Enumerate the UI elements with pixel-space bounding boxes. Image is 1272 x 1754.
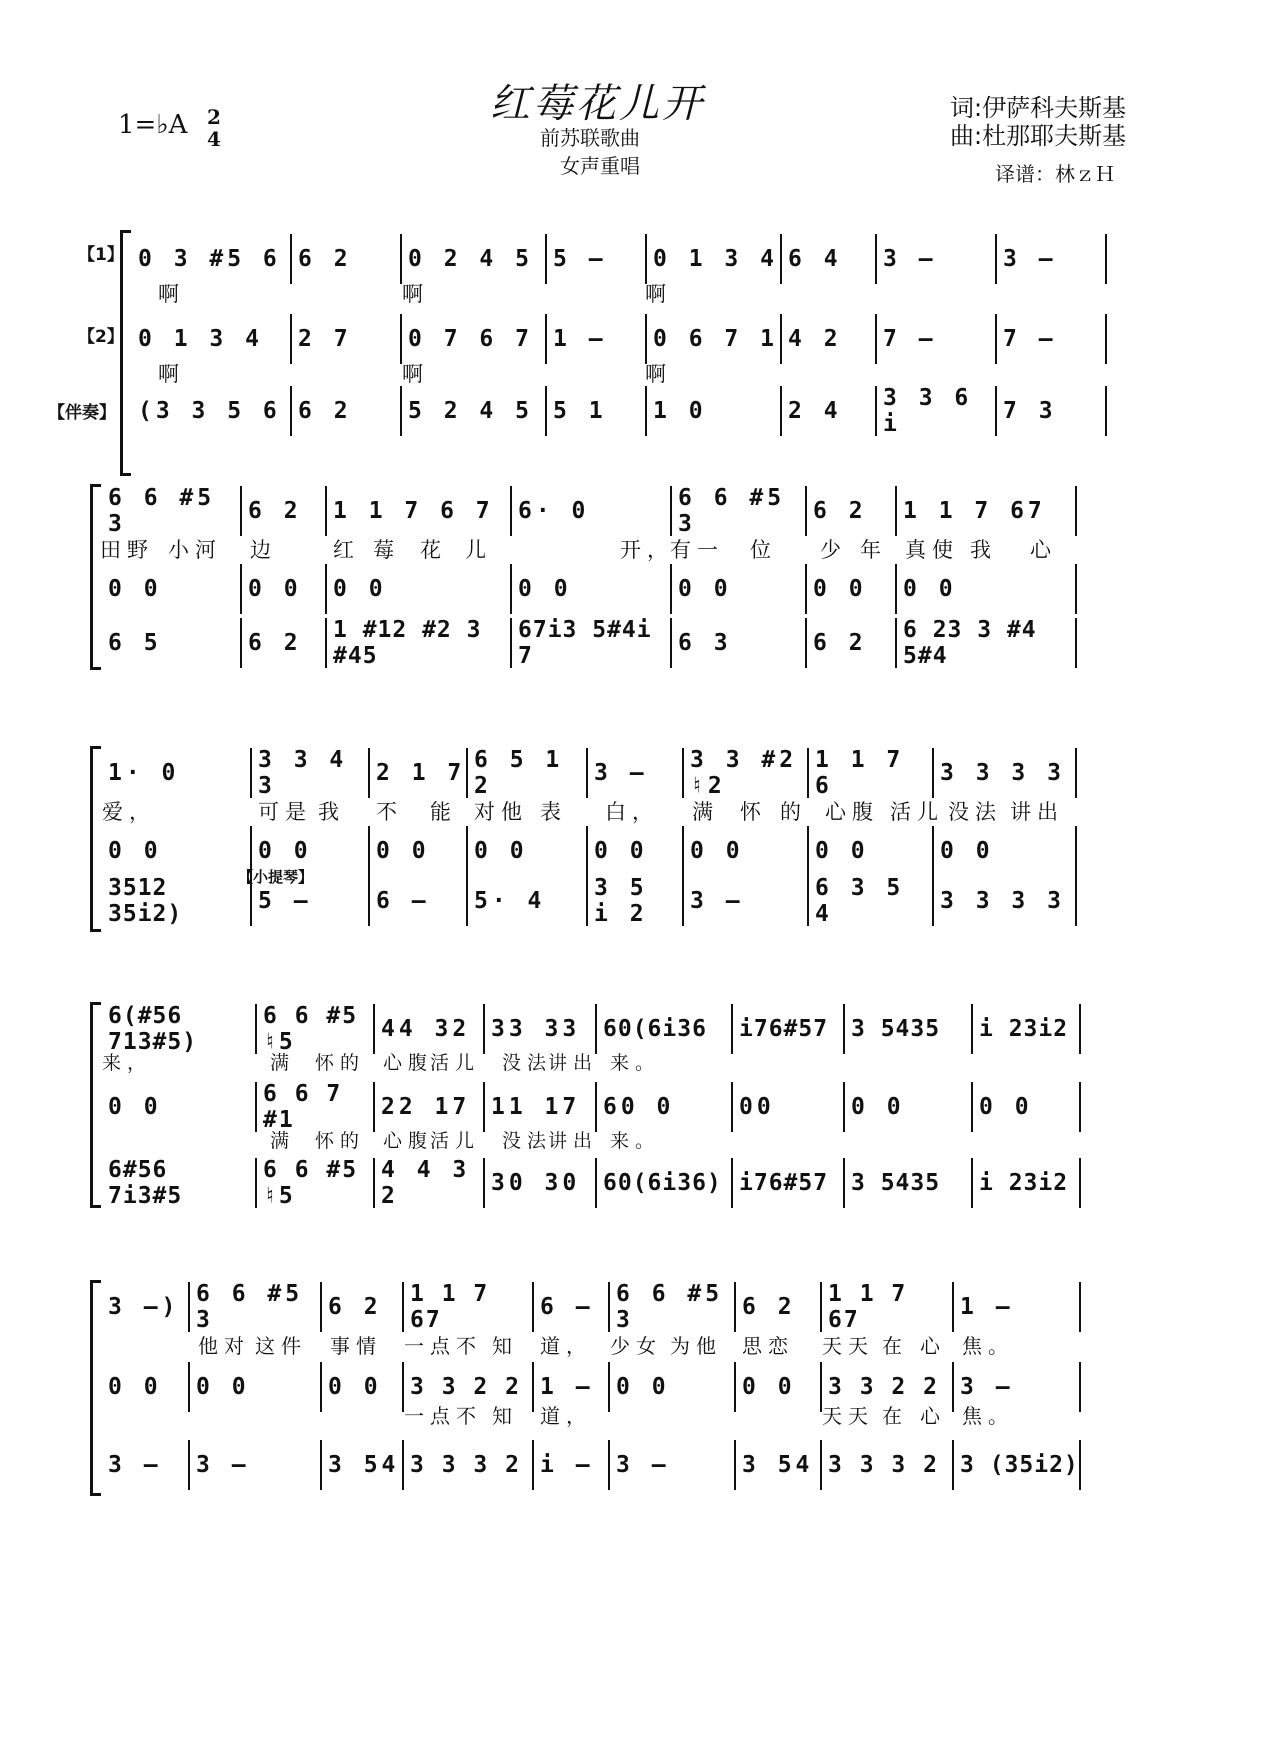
measure: 6 – [540, 1294, 594, 1320]
staff-accompaniment [100, 618, 1170, 668]
measure: 6 2 [813, 630, 867, 656]
lyrics-part1 [100, 1048, 1170, 1076]
lyric: 啊 [402, 282, 429, 306]
measure: 0 0 [979, 1094, 1033, 1120]
measure: 3 – [196, 1452, 250, 1478]
measure: 3 5 i 2 [594, 875, 648, 927]
staff-accompaniment [100, 876, 1170, 926]
lyric: 莓 [373, 538, 400, 562]
lyric: 边 [250, 538, 277, 562]
measure: 33 33 [491, 1016, 581, 1042]
measure: 3 3 2 2 [828, 1374, 939, 1400]
measure: 5 – [258, 888, 312, 914]
measure: 1 1 7 67 [903, 498, 1046, 524]
lyric: 白， [605, 800, 659, 824]
measure: 7 – [883, 326, 937, 352]
score-system-1 [48, 230, 1200, 480]
transcriber-credit: 译谱：林ｚＨ [995, 162, 1115, 186]
lyric: 这件 [255, 1334, 307, 1358]
measure: 3 – [960, 1374, 1014, 1400]
measure: 60(6i36) [603, 1170, 722, 1196]
lyric: 年 [860, 538, 887, 562]
lyric: 没法 [502, 1130, 553, 1152]
measure: 0 0 [742, 1374, 796, 1400]
measure: 3 3 4 3 [258, 747, 348, 799]
measure: 0 0 [815, 838, 869, 864]
lyric: 满 [270, 1052, 296, 1074]
measure: 6 5 1 2 [474, 747, 564, 799]
measure: 6 23 3 #4 5#4 [903, 617, 1037, 669]
lyric: 焦。 [962, 1404, 1014, 1428]
measure: 6 2 [813, 498, 867, 524]
measure: 67i3 5#4i 7 [518, 617, 652, 669]
lyric: 知 [492, 1404, 518, 1428]
lyric: 田野 [100, 538, 154, 562]
measure: 2 1 7 [376, 760, 466, 786]
measure: 0 0 [851, 1094, 905, 1120]
measure: 0 0 [690, 838, 744, 864]
lyric: 位 [750, 538, 777, 562]
measure: 5 1 [553, 398, 607, 424]
staff-part2 [100, 564, 1170, 614]
measure: 1· 0 [108, 760, 180, 786]
key-signature: 1=♭A [118, 110, 188, 140]
composer-credit: 曲:杜那耶夫斯基 [950, 122, 1127, 150]
measure: 6 2 [298, 246, 352, 272]
measure: 6 6 #5 ♮5 [263, 1003, 359, 1055]
measure: 0 0 [474, 838, 528, 864]
lyric: 天天 [822, 1404, 874, 1428]
measure: 6 2 [298, 398, 352, 424]
measure: 3 – [1003, 246, 1057, 272]
lyric: 红 [333, 538, 360, 562]
staff-part1 [130, 234, 1200, 284]
measure: 1 – [960, 1294, 1014, 1320]
measure: 1 1 7 67 [410, 1281, 490, 1333]
measure: 3 – [690, 888, 744, 914]
lyric: 道， [540, 1334, 592, 1358]
staff-part2 [100, 826, 1170, 876]
measure: 6 2 [742, 1294, 796, 1320]
part-label-1: 【1】 [78, 245, 124, 265]
lyric: 少 [820, 538, 847, 562]
lyric: 在 [882, 1334, 908, 1358]
lyric: 没法 [502, 1052, 553, 1074]
lyric: 心 [920, 1334, 946, 1358]
measure: 1 1 7 6 7 [333, 498, 494, 524]
score-system-3 [90, 746, 1200, 946]
lyric: 怀的 [315, 1052, 366, 1074]
lyric: 心 [920, 1404, 946, 1428]
score-system-4 [90, 1002, 1200, 1212]
measure: 3512 35i2) [108, 875, 183, 927]
measure: 4 4 3 2 [381, 1157, 471, 1209]
lyric: 讲出 [1010, 800, 1064, 824]
lyric: 思恋 [742, 1334, 794, 1358]
lyric: 啊 [645, 362, 672, 386]
lyric: 他对 [198, 1334, 250, 1358]
lyric: 在 [882, 1404, 908, 1428]
measure: 6 6 #5 3 [616, 1281, 724, 1333]
lyric: 知 [492, 1334, 518, 1358]
lyric: 活儿 [890, 800, 944, 824]
measure: 0 0 [333, 576, 387, 602]
measure: 0 0 [376, 838, 430, 864]
measure: 3 5435 [851, 1016, 941, 1042]
measure: i – [540, 1452, 594, 1478]
measure: 0 0 [248, 576, 302, 602]
lyric: 少女 [610, 1334, 662, 1358]
measure: 6#56 7i3#5 [108, 1157, 183, 1209]
measure: 3 3 2 2 [410, 1374, 521, 1400]
lyric: 为他 [670, 1334, 722, 1358]
measure: 22 17 [381, 1094, 471, 1120]
time-denominator: 4 [207, 127, 221, 151]
subtitle-arrangement: 女声重唱 [560, 154, 640, 178]
lyric: 心 [1030, 538, 1057, 562]
measure: 6 2 [248, 498, 302, 524]
measure: 3 3 3 3 [940, 760, 1065, 786]
lyric: 事情 [330, 1334, 382, 1358]
part-label-accomp: 【伴奏】 [48, 403, 116, 423]
staff-accompaniment [100, 1158, 1170, 1208]
lyric: 啊 [402, 362, 429, 386]
time-numerator: 2 [207, 105, 221, 129]
measure: 6 – [376, 888, 430, 914]
measure: 3 3 3 2 [828, 1452, 939, 1478]
lyric: 啊 [158, 362, 185, 386]
lyric: 心腹 [383, 1052, 434, 1074]
measure: (3 3 5 6 [138, 398, 281, 424]
measure: 1 – [540, 1374, 594, 1400]
measure: 5 2 4 5 [408, 398, 533, 424]
measure: 0 0 [678, 576, 732, 602]
measure: 1 0 [653, 398, 707, 424]
measure: 0 0 [108, 576, 162, 602]
lyrics-part2 [130, 358, 1200, 386]
measure: 0 3 #5 6 [138, 246, 281, 272]
measure: 3 54 [328, 1452, 400, 1478]
lyric: 开， [620, 538, 674, 562]
measure: 30 30 [491, 1170, 581, 1196]
measure: 3 –) [108, 1294, 180, 1320]
lyric: 啊 [645, 282, 672, 306]
measure: 6· 0 [518, 498, 590, 524]
measure: 2 4 [788, 398, 842, 424]
staff-part1 [100, 748, 1170, 798]
lyric: 对他 [474, 800, 528, 824]
lyric: 来， [102, 1052, 153, 1074]
lyrics-part1 [130, 278, 1200, 306]
staff-accompaniment [100, 1440, 1170, 1490]
measure: 6(#56 713#5) [108, 1003, 198, 1055]
lyric: 真使 [905, 538, 959, 562]
lyrics-part1 [100, 796, 1170, 824]
lyric: 有一 [670, 538, 724, 562]
staff-part2 [100, 1082, 1170, 1132]
lyric: 不 [376, 800, 403, 824]
measure: 4 2 [788, 326, 842, 352]
measure: 1 – [553, 326, 607, 352]
lyric: 怀 [740, 800, 767, 824]
measure: 0 0 [328, 1374, 382, 1400]
staff-part2 [130, 314, 1200, 364]
lyric: 一点 [404, 1404, 456, 1428]
measure: i 23i2 [979, 1016, 1069, 1042]
song-title: 红莓花儿开 [490, 81, 705, 127]
measure: 0 0 [258, 838, 312, 864]
measure: 3 – [108, 1452, 162, 1478]
lyric: 心腹 [383, 1130, 434, 1152]
lyric: 我 [970, 538, 997, 562]
lyric: 怀的 [315, 1130, 366, 1152]
measure: 6 4 [788, 246, 842, 272]
part-label-2: 【2】 [78, 327, 124, 347]
measure: 6 6 #5 3 [678, 485, 786, 537]
measure: 6 2 [328, 1294, 382, 1320]
lyric: 小河 [168, 538, 222, 562]
lyric: 爱， [102, 800, 156, 824]
measure: 6 3 [678, 630, 732, 656]
lyric: 心腹 [825, 800, 879, 824]
measure: 2 7 [298, 326, 352, 352]
measure: 1 1 7 6 [815, 747, 905, 799]
lyric: 活儿 [430, 1130, 481, 1152]
measure: 6 6 7 #1 [263, 1081, 343, 1133]
measure: 3 5435 [851, 1170, 941, 1196]
lyric: 能 [430, 800, 457, 824]
measure: i 23i2 [979, 1170, 1069, 1196]
measure: 0 0 [813, 576, 867, 602]
measure: 0 7 6 7 [408, 326, 533, 352]
measure: 3 3 3 3 [940, 888, 1065, 914]
lyric: 活儿 [430, 1052, 481, 1074]
lyric: 天天 [822, 1334, 874, 1358]
score-system-2 [90, 484, 1200, 684]
measure: 5· 4 [474, 888, 546, 914]
lyric: 没法 [948, 800, 1002, 824]
lyric: 啊 [158, 282, 185, 306]
measure: 0 6 7 1 [653, 326, 778, 352]
measure: 3 3 3 2 [410, 1452, 521, 1478]
measure: 3 54 [742, 1452, 814, 1478]
measure: 3 (35i2) [960, 1452, 1079, 1478]
time-signature [207, 106, 221, 150]
measure: 44 32 [381, 1016, 471, 1042]
measure: 0 0 [108, 1374, 162, 1400]
lyric: 儿 [465, 538, 492, 562]
measure: 0 0 [196, 1374, 250, 1400]
lyric: 不 [456, 1404, 482, 1428]
measure: i76#57 [739, 1170, 829, 1196]
measure: 0 0 [108, 1094, 162, 1120]
measure: 6 6 #5 ♮5 [263, 1157, 359, 1209]
measure: 1 1 7 67 [828, 1281, 908, 1333]
lyric: 来。 [610, 1130, 661, 1152]
lyric: 来。 [610, 1052, 661, 1074]
measure: 3 – [594, 760, 648, 786]
lyric: 花 [420, 538, 447, 562]
measure: 00 [739, 1094, 775, 1120]
measure: 7 3 [1003, 398, 1057, 424]
measure: 60 0 [603, 1094, 675, 1120]
staff-part1 [100, 1282, 1170, 1332]
measure: 3 – [616, 1452, 670, 1478]
lyrics-part1 [100, 1330, 1170, 1358]
lyric: 我 [318, 800, 345, 824]
measure: 0 2 4 5 [408, 246, 533, 272]
lyric: 讲出 [548, 1130, 599, 1152]
measure: 0 0 [518, 576, 572, 602]
score-system-5 [90, 1280, 1200, 1500]
measure: 5 – [553, 246, 607, 272]
lyric: 的 [780, 800, 807, 824]
measure: 6 2 [248, 630, 302, 656]
lyric: 一点 [404, 1334, 456, 1358]
lyrics-part2 [100, 1400, 1170, 1428]
measure: 1 #12 #2 3 #45 [333, 617, 482, 669]
measure: 0 1 3 4 [653, 246, 778, 272]
measure: 6 6 #5 3 [108, 485, 216, 537]
measure: 3 – [883, 246, 937, 272]
measure: i76#57 [739, 1016, 829, 1042]
measure: 6 3 5 4 [815, 875, 905, 927]
lyric: 表 [540, 800, 567, 824]
measure: 0 0 [108, 838, 162, 864]
lyric: 可是 [258, 800, 312, 824]
measure: 0 0 [594, 838, 648, 864]
measure: 3 3 6 i [883, 385, 973, 437]
measure: 0 0 [903, 576, 957, 602]
lyric: 焦。 [962, 1334, 1014, 1358]
lyric: 不 [456, 1334, 482, 1358]
measure: 11 17 [491, 1094, 581, 1120]
lyric: 道， [540, 1404, 592, 1428]
lyricist-credit: 词:伊萨科夫斯基 [950, 94, 1127, 122]
lyric: 满 [692, 800, 719, 824]
violin-label: 【小提琴】 [238, 868, 314, 886]
measure: 60(6i36 [603, 1016, 707, 1042]
measure: 0 0 [940, 838, 994, 864]
measure: 7 – [1003, 326, 1057, 352]
staff-accompaniment [130, 386, 1200, 436]
staff-part1 [100, 1004, 1170, 1054]
measure: 3 3 #2 ♮2 [690, 747, 798, 799]
measure: 0 1 3 4 [138, 326, 263, 352]
lyric: 讲出 [548, 1052, 599, 1074]
lyrics-part2 [100, 1126, 1170, 1154]
measure: 0 0 [616, 1374, 670, 1400]
lyrics-part1 [100, 534, 1170, 562]
subtitle-origin: 前苏联歌曲 [540, 126, 640, 150]
staff-part1 [100, 486, 1170, 536]
lyric: 满 [270, 1130, 296, 1152]
measure: 6 6 #5 3 [196, 1281, 304, 1333]
measure: 6 5 [108, 630, 162, 656]
